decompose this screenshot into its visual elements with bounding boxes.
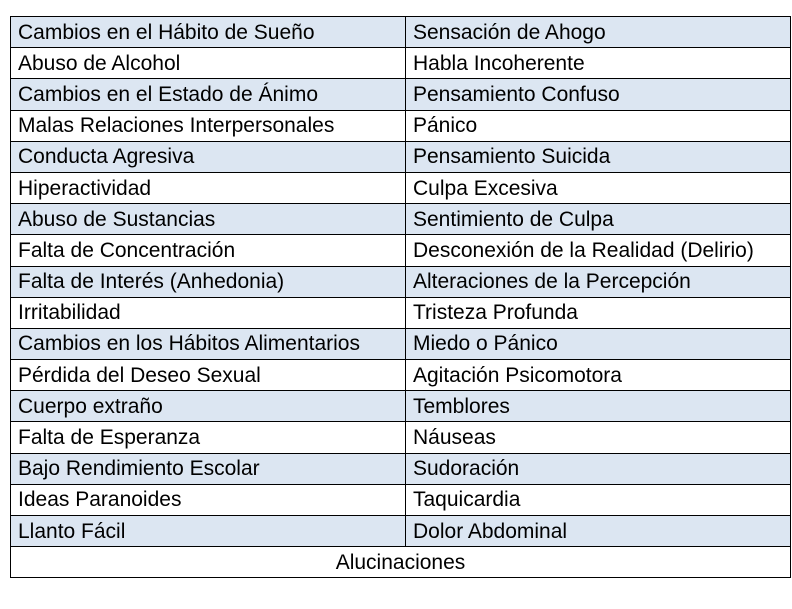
table-row — [11, 453, 791, 484]
table-cell-right: Habla Incoherente — [406, 48, 791, 79]
table-cell-right: Tristeza Profunda — [406, 297, 791, 328]
table-cell-right: Pensamiento Suicida — [406, 141, 791, 172]
table-cell-left: Hiperactividad — [11, 172, 406, 203]
table-row — [11, 484, 791, 515]
table-cell-right: Desconexión de la Realidad (Delirio) — [406, 235, 791, 266]
table-row — [11, 360, 791, 391]
table-cell-right: Sensación de Ahogo — [406, 17, 791, 48]
table-cell-left: Bajo Rendimiento Escolar — [11, 453, 406, 484]
table-cell-left: Cuerpo extraño — [11, 391, 406, 422]
table-cell-left: Abuso de Alcohol — [11, 48, 406, 79]
symptoms-table-body — [11, 17, 791, 578]
table-row — [11, 235, 791, 266]
table-row — [11, 110, 791, 141]
table-row — [11, 17, 791, 48]
table-cell-left: Conducta Agresiva — [11, 141, 406, 172]
table-row — [11, 297, 791, 328]
table-cell-left: Falta de Esperanza — [11, 422, 406, 453]
table-cell-left: Abuso de Sustancias — [11, 204, 406, 235]
table-row — [11, 79, 791, 110]
table-cell-left: Ideas Paranoides — [11, 484, 406, 515]
table-cell-right: Agitación Psicomotora — [406, 360, 791, 391]
table-cell-left: Falta de Interés (Anhedonia) — [11, 266, 406, 297]
table-cell-right: Sudoración — [406, 453, 791, 484]
table-row — [11, 204, 791, 235]
table-row — [11, 141, 791, 172]
table-cell-right: Alteraciones de la Percepción — [406, 266, 791, 297]
table-row — [11, 172, 791, 203]
table-cell-left: Cambios en el Estado de Ánimo — [11, 79, 406, 110]
table-row — [11, 516, 791, 547]
table-row — [11, 328, 791, 359]
table-row — [11, 422, 791, 453]
table-cell-right: Miedo o Pánico — [406, 328, 791, 359]
symptoms-table — [10, 16, 791, 578]
table-cell-right: Sentimiento de Culpa — [406, 204, 791, 235]
table-cell-right: Pensamiento Confuso — [406, 79, 791, 110]
table-cell-right: Náuseas — [406, 422, 791, 453]
table-cell-left: Cambios en el Hábito de Sueño — [11, 17, 406, 48]
symptoms-table-container — [10, 16, 790, 578]
table-cell-left: Falta de Concentración — [11, 235, 406, 266]
table-cell-right: Temblores — [406, 391, 791, 422]
table-cell-right: Taquicardia — [406, 484, 791, 515]
table-cell-left: Llanto Fácil — [11, 516, 406, 547]
table-cell-left: Irritabilidad — [11, 297, 406, 328]
table-cell-left: Malas Relaciones Interpersonales — [11, 110, 406, 141]
table-cell-left: Pérdida del Deseo Sexual — [11, 360, 406, 391]
table-footer-cell: Alucinaciones — [11, 547, 791, 578]
table-cell-left: Cambios en los Hábitos Alimentarios — [11, 328, 406, 359]
table-cell-right: Pánico — [406, 110, 791, 141]
table-row — [11, 266, 791, 297]
table-cell-right: Dolor Abdominal — [406, 516, 791, 547]
table-row — [11, 48, 791, 79]
table-cell-right: Culpa Excesiva — [406, 172, 791, 203]
table-row — [11, 391, 791, 422]
table-footer-row — [11, 547, 791, 578]
